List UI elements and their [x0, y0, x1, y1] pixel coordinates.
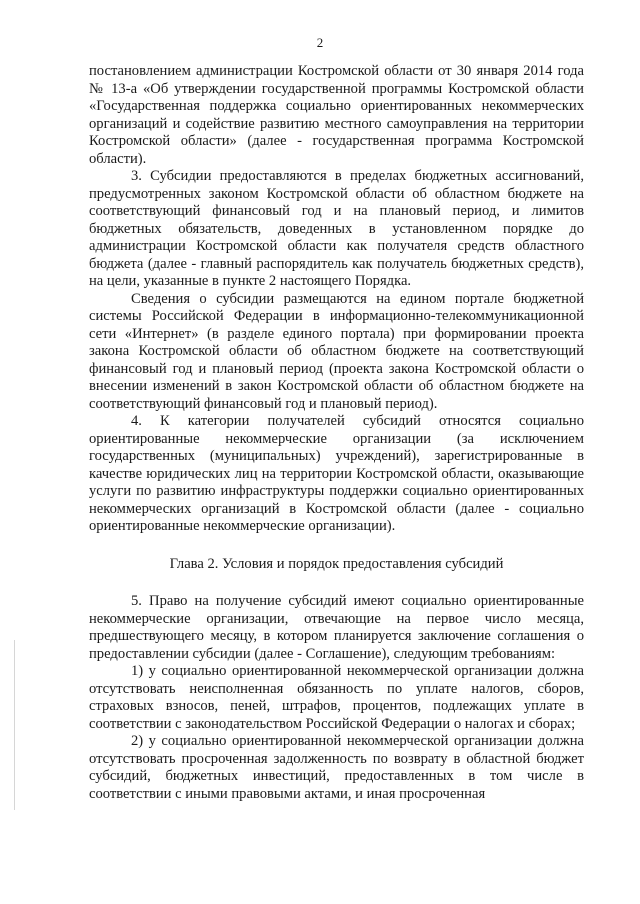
paragraph-subsidy-info: Сведения о субсидии размещаются на едином портале бюджетной системы Российской Федерации в информационно-телекоммуникационной сети «Интернет» (в разделе единого портала) при формировании проекта закона Костромской области об областном бюджете на соответствующий финансовый год и плановый период (проекта закона Костромской области о внесении изменений в закон Костромской области об областном бюджете на соответствующий финансовый год и плановый период). [89, 290, 584, 412]
scan-edge-mark [14, 640, 15, 810]
paragraph-clause-4: 4. К категории получателей субсидий относятся социально ориентированные некоммерческие организации (за исключением государственных (муниципальных) учреждений), зарегистрированные в качестве юридических лиц на территории Костромской области, оказывающие услуги по развитию инфраструктуры поддержки социально ориентированных некоммерческих организаций в Костромской области (далее - социально ориентированные некоммерческие организации). [89, 413, 584, 534]
document-body [89, 63, 584, 803]
page-number: 2 [316, 35, 324, 50]
paragraph-clause-3: 3. Субсидии предоставляются в пределах бюджетных ассигнований, предусмотренных законом Костромской области об областном бюджете на соответствующий финансовый год и на плановый период, и лимитов бюджетных обязательств, доведенных в установленном порядке до администрации Костромской области как получателя средств областного бюджета (далее - главный распорядитель как получатель бюджетных средств), на цели, указанные в пункте 2 настоящего Порядка. [89, 168, 584, 289]
paragraph-resolution-reference: постановлением администрации Костромской области от 30 января 2014 года № 13-а «Об утверждении государственной программы Костромской области «Государственная поддержка социально ориентированных некоммерческих организаций и содействие развитию местного самоуправления на территории Костромской области» (далее - государственная программа Костромской области). [89, 63, 584, 167]
chapter-heading: Глава 2. Условия и порядок предоставления субсидий [169, 555, 504, 572]
paragraph-clause-5: 5. Право на получение субсидий имеют социально ориентированные некоммерческие организации, отвечающие на первое число месяца, предшествующего месяцу, в котором планируется заключение соглашения о предоставлении субсидии (далее - Соглашение), следующим требованиям: [89, 593, 584, 662]
paragraph-requirement-2: 2) у социально ориентированной некоммерческой организации должна отсутствовать просроченная задолженность по возврату в областной бюджет субсидий, бюджетных инвестиций, предоставленных в том числе в соответствии с иными правовыми актами, и иная просроченная [89, 733, 584, 802]
paragraph-requirement-1: 1) у социально ориентированной некоммерческой организации должна отсутствовать неисполненная обязанность по уплате налогов, сборов, страховых взносов, пеней, штрафов, процентов, подлежащих уплате в соответствии с законодательством Российской Федерации о налогах и сборах; [89, 663, 584, 732]
